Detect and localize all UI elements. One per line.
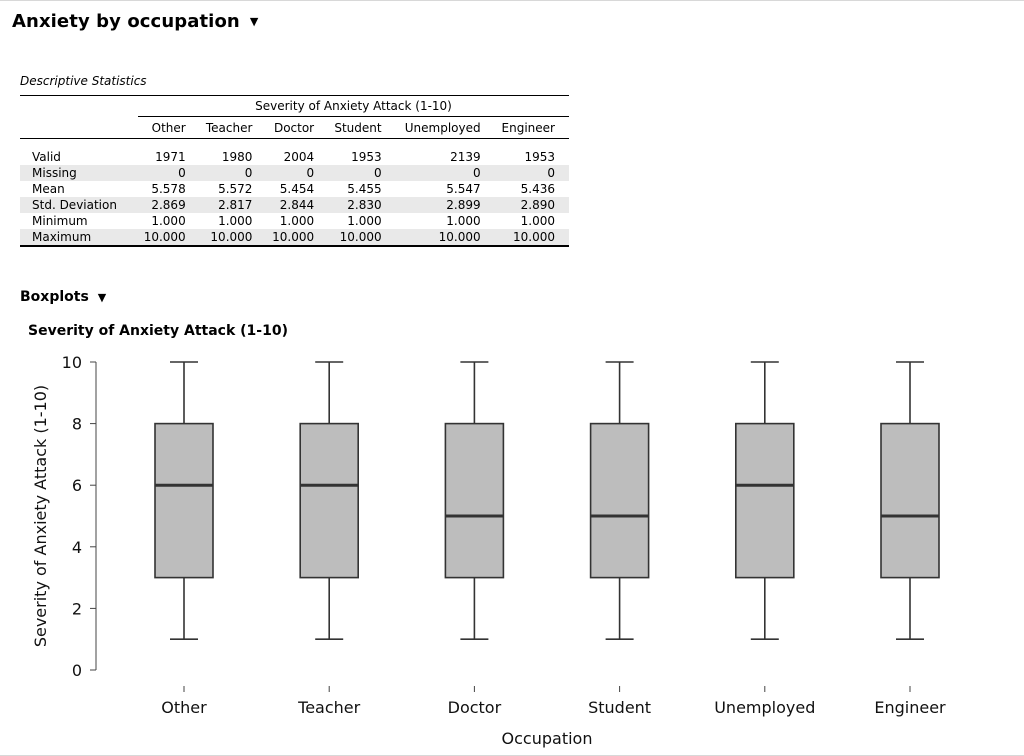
- table-cell: 10.000: [266, 229, 328, 246]
- table-cell: 2.817: [200, 197, 267, 213]
- table-cell: 2.830: [328, 197, 395, 213]
- row-label: Mean: [32, 182, 65, 196]
- table-cell: 0: [200, 165, 267, 181]
- analysis-menu-triangle-icon[interactable]: ▼: [249, 15, 259, 28]
- table-cell: 10.000: [495, 229, 569, 246]
- column-header: Unemployed: [396, 117, 495, 139]
- table-cell: 2.899: [396, 197, 495, 213]
- column-header: Student: [328, 117, 395, 139]
- column-header: Other: [138, 117, 200, 139]
- table-cell: 5.455: [347, 182, 382, 196]
- box-doctor: [445, 424, 503, 578]
- table-cell: 10.000: [138, 229, 200, 246]
- box-unemployed: [736, 424, 794, 578]
- row-label: Valid: [32, 150, 61, 164]
- row-label: Missing: [20, 165, 138, 181]
- x-tick-label: Teacher: [298, 698, 361, 717]
- column-header: Teacher: [200, 117, 267, 139]
- y-axis-label: Severity of Anxiety Attack (1-10): [31, 384, 50, 648]
- table-cell: 1.000: [279, 214, 315, 228]
- table-cell: 1.000: [446, 214, 481, 228]
- table-cell: 10.000: [328, 229, 395, 246]
- column-header: Engineer: [495, 117, 569, 139]
- x-tick-label: Unemployed: [714, 698, 816, 717]
- table-cell: 1.000: [520, 214, 555, 228]
- table-cell: 10.000: [396, 229, 495, 246]
- chart-title: Severity of Anxiety Attack (1-10): [28, 323, 288, 339]
- box-other: [155, 424, 213, 578]
- table-cell: 10.000: [200, 229, 267, 246]
- box-engineer: [881, 424, 939, 578]
- boxplots-menu-triangle-icon[interactable]: ▼: [97, 290, 107, 304]
- x-tick-label: Doctor: [447, 698, 502, 717]
- table-cell: 2.844: [266, 197, 328, 213]
- table-cell: 5.578: [151, 182, 186, 196]
- table-cell: 2004: [283, 150, 315, 164]
- box-teacher: [300, 424, 358, 578]
- table-cell: 0: [266, 165, 328, 181]
- table-cell: 1.000: [151, 214, 186, 228]
- table-cell: 1.000: [347, 214, 382, 228]
- boxplots-title[interactable]: Boxplots: [20, 289, 89, 305]
- y-tick-label: 8: [71, 414, 82, 434]
- table-cell: 0: [495, 165, 569, 181]
- table-cell: 5.572: [218, 182, 253, 196]
- table-cell: 1.000: [218, 214, 253, 228]
- table-caption: Descriptive Statistics: [20, 74, 147, 88]
- table-cell: 2.869: [138, 197, 200, 213]
- table-cell: 1980: [221, 150, 253, 164]
- table-cell: 5.436: [520, 182, 555, 196]
- table-cell: 0: [328, 165, 395, 181]
- analysis-title[interactable]: Anxiety by occupation: [12, 11, 240, 32]
- y-tick-label: 2: [71, 599, 82, 619]
- row-label: Minimum: [32, 214, 88, 228]
- table-cell: 1971: [155, 150, 186, 164]
- x-tick-label: Other: [161, 698, 207, 717]
- table-cell: 2139: [450, 150, 481, 164]
- table-cell: 0: [138, 165, 200, 181]
- row-label: Std. Deviation: [20, 197, 138, 213]
- box-student: [591, 424, 649, 578]
- table-cell: 5.547: [446, 182, 481, 196]
- table-cell: 1953: [524, 150, 555, 164]
- table-group-header: Severity of Anxiety Attack (1-10): [138, 96, 569, 117]
- table-cell: 1953: [351, 150, 382, 164]
- x-tick-label: Student: [588, 698, 652, 717]
- x-tick-label: Engineer: [874, 698, 946, 717]
- y-tick-label: 4: [71, 537, 82, 557]
- table-cell: 2.890: [495, 197, 569, 213]
- column-header: Doctor: [266, 117, 328, 139]
- y-tick-label: 6: [71, 476, 82, 496]
- row-label: Maximum: [20, 229, 138, 246]
- x-axis-label: Occupation: [501, 729, 593, 748]
- y-tick-label: 10: [61, 353, 82, 372]
- table-cell: 0: [396, 165, 495, 181]
- y-tick-label: 0: [71, 661, 82, 680]
- table-cell: 5.454: [279, 182, 315, 196]
